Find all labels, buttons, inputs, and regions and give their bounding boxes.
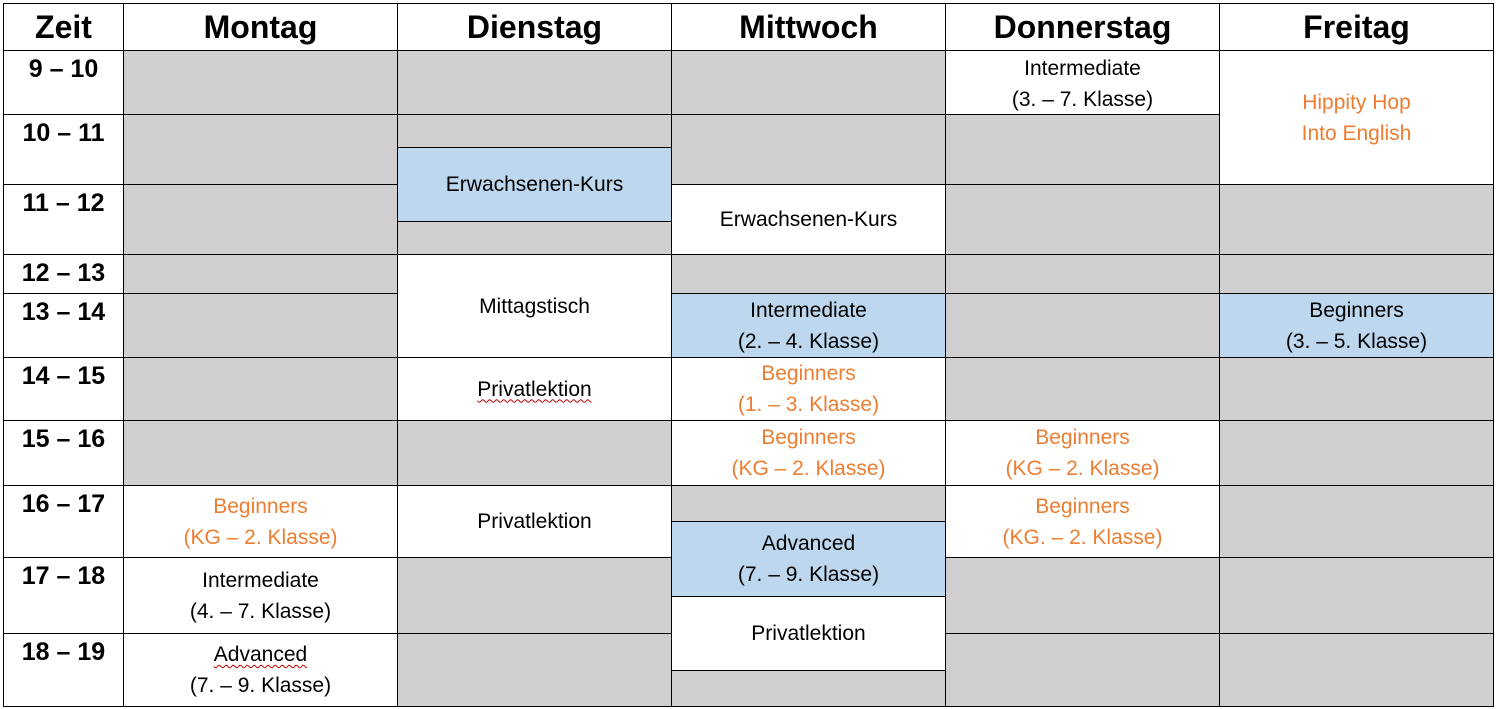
course-name: Intermediate xyxy=(750,298,867,322)
course-montag-beginners xyxy=(123,485,398,558)
course-grade: (KG – 2. Klasse) xyxy=(183,525,338,549)
header-day-freitag: Freitag xyxy=(1219,3,1494,51)
course-mittwoch-beginners xyxy=(671,420,946,486)
time-slot: 9 – 10 xyxy=(3,50,124,115)
course-mittwoch-advanced xyxy=(671,521,946,597)
time-slot: 11 – 12 xyxy=(3,184,124,255)
empty-slot xyxy=(1219,420,1494,486)
course-grade: (KG. – 2. Klasse) xyxy=(1002,525,1163,549)
empty-slot xyxy=(123,50,398,115)
course-dienstag-privatlektion xyxy=(397,357,672,421)
course-name: Beginners xyxy=(1035,426,1130,449)
empty-slot xyxy=(671,670,946,707)
course-mittwoch-intermediate xyxy=(671,293,946,358)
empty-slot xyxy=(1219,254,1494,294)
course-freitag-beginners xyxy=(1219,293,1494,358)
empty-slot xyxy=(397,633,672,707)
empty-slot xyxy=(1219,633,1494,707)
empty-slot xyxy=(671,485,946,522)
empty-slot xyxy=(123,293,398,358)
time-slot: 17 – 18 xyxy=(3,557,124,634)
course-name: Beginners xyxy=(1309,298,1404,322)
empty-slot xyxy=(945,357,1220,421)
empty-slot xyxy=(945,633,1220,707)
time-slot: 16 – 17 xyxy=(3,485,124,558)
course-montag-intermediate xyxy=(123,557,398,634)
time-slot: 18 – 19 xyxy=(3,633,124,707)
course-name: Privatlektion xyxy=(751,622,866,645)
time-slot: 13 – 14 xyxy=(3,293,124,358)
empty-slot xyxy=(1219,357,1494,421)
empty-slot xyxy=(945,254,1220,294)
course-dienstag-erwachsenen xyxy=(397,147,672,222)
course-dienstag-privatlektion xyxy=(397,485,672,558)
course-donnerstag-beginners xyxy=(945,420,1220,486)
course-name: Hippity Hop xyxy=(1302,90,1411,114)
empty-slot xyxy=(945,114,1220,185)
time-slot: 12 – 13 xyxy=(3,254,124,294)
course-grade: (4. – 7. Klasse) xyxy=(189,599,332,623)
header-day-mittwoch: Mittwoch xyxy=(671,3,946,51)
course-mittwoch-privatlektion xyxy=(671,596,946,671)
empty-slot xyxy=(123,420,398,486)
course-name: Mittagstisch xyxy=(479,294,590,318)
course-grade: (7. – 9. Klasse) xyxy=(737,563,880,586)
course-grade: (KG – 2. Klasse) xyxy=(1005,457,1160,480)
course-name: Beginners xyxy=(761,426,856,449)
course-name: Into English xyxy=(1301,121,1412,145)
empty-slot xyxy=(397,557,672,634)
empty-slot xyxy=(671,114,946,185)
course-donnerstag-intermediate xyxy=(945,50,1220,115)
empty-slot xyxy=(671,50,946,115)
course-grade: (KG – 2. Klasse) xyxy=(731,457,886,480)
course-name: Beginners xyxy=(761,362,856,385)
empty-slot xyxy=(671,254,946,294)
course-name: Advanced xyxy=(213,643,308,666)
empty-slot xyxy=(397,221,672,255)
empty-slot xyxy=(945,293,1220,358)
course-name: Privatlektion xyxy=(477,377,592,401)
header-day-dienstag: Dienstag xyxy=(397,3,672,51)
course-name: Intermediate xyxy=(202,568,319,592)
time-slot: 10 – 11 xyxy=(3,114,124,185)
empty-slot xyxy=(397,50,672,115)
empty-slot xyxy=(945,557,1220,634)
empty-slot xyxy=(945,184,1220,255)
course-grade: (1. – 3. Klasse) xyxy=(737,393,880,416)
empty-slot xyxy=(397,114,672,148)
course-montag-advanced xyxy=(123,633,398,707)
course-name: Beginners xyxy=(213,494,308,518)
course-dienstag-mittagstisch xyxy=(397,254,672,358)
time-slot: 15 – 16 xyxy=(3,420,124,486)
course-name: Intermediate xyxy=(1024,57,1141,80)
course-grade: (2. – 4. Klasse) xyxy=(737,329,880,353)
course-grade: (3. – 7. Klasse) xyxy=(1011,88,1154,111)
header-day-donnerstag: Donnerstag xyxy=(945,3,1220,51)
course-freitag-hippity-hop xyxy=(1219,50,1494,185)
course-donnerstag-beginners xyxy=(945,485,1220,558)
empty-slot xyxy=(1219,485,1494,558)
time-slot: 14 – 15 xyxy=(3,357,124,421)
empty-slot xyxy=(1219,184,1494,255)
course-mittwoch-erwachsenen xyxy=(671,184,946,255)
empty-slot xyxy=(1219,557,1494,634)
course-name: Privatlektion xyxy=(477,510,592,533)
course-name: Beginners xyxy=(1035,494,1130,518)
course-name: Advanced xyxy=(761,532,856,555)
empty-slot xyxy=(123,254,398,294)
header-time: Zeit xyxy=(3,3,124,51)
course-name: Erwachsenen-Kurs xyxy=(445,173,624,196)
course-grade: (7. – 9. Klasse) xyxy=(189,674,332,697)
empty-slot xyxy=(397,420,672,486)
course-mittwoch-beginners xyxy=(671,357,946,421)
empty-slot xyxy=(123,114,398,185)
header-day-montag: Montag xyxy=(123,3,398,51)
empty-slot xyxy=(123,357,398,421)
course-grade: (3. – 5. Klasse) xyxy=(1285,329,1428,353)
course-name: Erwachsenen-Kurs xyxy=(719,208,898,231)
empty-slot xyxy=(123,184,398,255)
